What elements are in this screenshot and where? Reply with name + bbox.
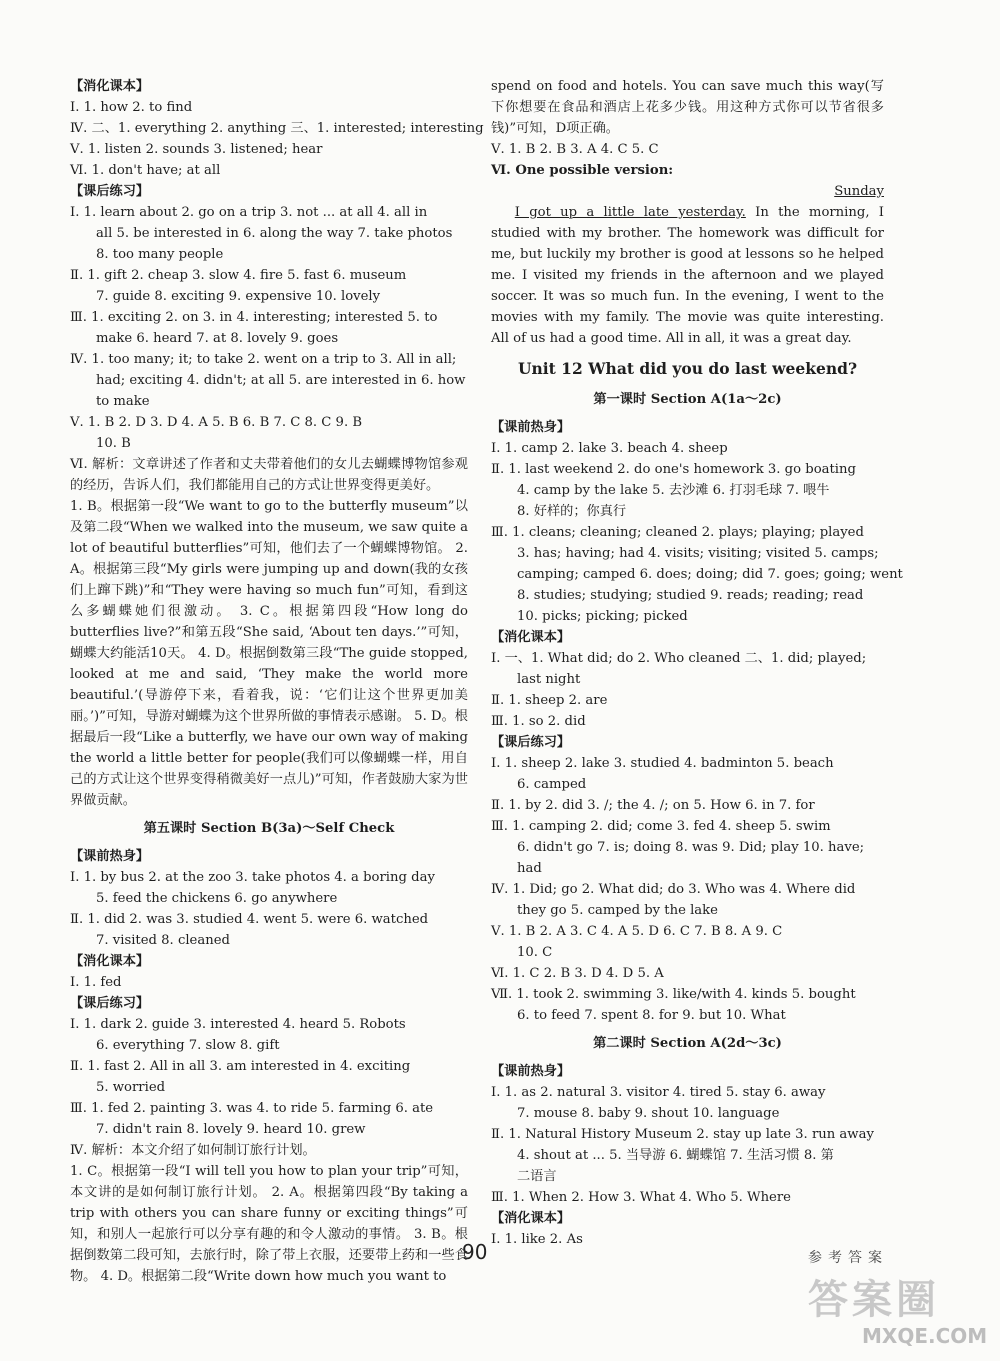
answer-line: last night	[517, 672, 581, 687]
page-number: 90	[462, 1240, 488, 1264]
essay-day: Sunday	[834, 184, 884, 199]
answer-line: Ⅵ. 1. don't have; at all	[70, 163, 221, 178]
answer-line: Ⅱ. 1. by 2. did 3. /; the 4. /; on 5. How 6. in 7. for	[491, 798, 815, 813]
answer-line: Ⅶ. 1. took 2. swimming 3. like/with 4. kinds 5. bought	[491, 987, 856, 1002]
answer-line: to make	[96, 394, 150, 409]
section-header: 【课后练习】	[70, 184, 150, 199]
answer-line: 6. camped	[517, 777, 587, 792]
answer-line: 7. guide 8. exciting 9. expensive 10. lovely	[96, 289, 381, 304]
answer-line: 8. too many people	[96, 247, 224, 262]
analysis-paragraph: 1. C。根据第一段“I will tell you how to plan your trip”可知，本文讲的是如何制订旅行计划。 2. A。根据第四段“By taking a trip with others you can share funny or exciting things”可知，和别人一起旅行可以分享有趣的和令人激动的事情。 3. B。根据倒数第二段可知，去旅行时，除了带上衣服，还要带上药和一些食物。 4. D。根据第二段“Write down how much you want to	[70, 1164, 468, 1284]
answer-line: Ⅴ. 1. B 2. A 3. C 4. A 5. D 6. C 7. B 8. A 9. C	[491, 924, 783, 939]
footer-label: 参考答案	[808, 1250, 888, 1266]
answer-line: Ⅴ. 1. B 2. B 3. A 4. C 5. C	[491, 142, 659, 157]
lesson-heading: 第一课时 Section A(1a～2c)	[593, 392, 782, 407]
answer-line: Ⅲ. 1. camping 2. did; come 3. fed 4. sheep 5. swim	[491, 819, 831, 834]
answer-line: Ⅲ. 1. exciting 2. on 3. in 4. interesting; interested 5. to	[70, 310, 438, 325]
section-header: 【消化课本】	[491, 630, 571, 645]
answer-line: 10. B	[96, 436, 131, 451]
lesson-heading: 第五课时 Section B(3a)～Self Check	[143, 821, 395, 836]
sample-essay	[491, 202, 884, 349]
answer-line: Ⅰ. 1. camp 2. lake 3. beach 4. sheep	[491, 441, 728, 456]
answer-line: Ⅱ. 1. last weekend 2. do one's homework 3. go boating	[491, 462, 856, 477]
answer-line: Ⅲ. 1. fed 2. painting 3. was 4. to ride 5. farming 6. ate	[70, 1101, 434, 1116]
answer-line: 10. picks; picking; picked	[517, 609, 688, 624]
answer-line: Ⅳ. 二、1. everything 2. anything 三、1. interested; interesting	[70, 121, 484, 136]
answer-line: Ⅲ. 1. cleans; cleaning; cleaned 2. plays; playing; played	[491, 525, 864, 540]
unit-heading: Unit 12 What did you do last weekend?	[517, 359, 858, 378]
right-column	[491, 76, 903, 1250]
watermark-text: 答案圈	[808, 1277, 940, 1323]
answer-line: 6. didn't go 7. is; doing 8. was 9. Did; play 10. have;	[517, 840, 865, 855]
answer-line: Ⅲ. 1. so 2. did	[491, 714, 586, 729]
answer-line: all 5. be interested in 6. along the way 7. take photos	[96, 226, 453, 241]
answer-line: they go 5. camped by the lake	[517, 903, 718, 918]
answer-line: 7. mouse 8. baby 9. shout 10. language	[517, 1106, 780, 1121]
answer-line: Ⅰ. 1. learn about 2. go on a trip 3. not ... at all 4. all in	[70, 205, 428, 220]
answer-line: had	[517, 861, 542, 876]
answer-line: Ⅳ. 解析：本文介绍了如何制订旅行计划。	[70, 1143, 316, 1158]
answer-line: Ⅱ. 1. sheep 2. are	[491, 693, 608, 708]
section-header: 【课前热身】	[70, 849, 150, 864]
analysis-paragraph: Ⅵ. 解析：文章讲述了作者和丈夫带着他们的女儿去蝴蝶博物馆参观的经历，告诉人们，我们都能用自己的方式让世界变得更美好。	[70, 457, 468, 493]
answer-line: Ⅰ. 1. like 2. As	[491, 1232, 583, 1247]
watermark-logo	[800, 1277, 988, 1355]
analysis-paragraph: 1. B。根据第一段“We want to go to the butterfly museum”以及第二段“When we walked into the museum, we saw quite a lot of beautiful butterflies”可知，他们去了一个蝴蝶博物馆。 2. A。根据第三段“My girls were jumping up and down(我的女孩们上蹿下跳)”和“They were having so much fun”可知，看到这么多蝴蝶她们很激动。 3. C。根据第四段“How long do butterflies live?”和第五段“She said, ‘About ten days.’”可知，蝴蝶大约能活10天。 4. D。根据倒数第三段“The guide stopped, looked at me and said, ‘They make the world more beautiful.’(导游停下来，看着我，说：‘它们让这个世界更加美丽。’)”可知，导游对蝴蝶为这个世界所做的事情表示感谢。 5. D。根据最后一段“Like a butterfly, we have our own way of making the world a little better for people(我们可以像蝴蝶一样，用自己的方式让这个世界变得稍微美好一点儿)”可知，作者鼓励大家为世界做贡献。	[70, 499, 468, 808]
answer-line: camping; camped 6. does; doing; did 7. goes; going; went	[517, 567, 903, 582]
answer-line: had; exciting 4. didn't; at all 5. are interested in 6. how	[96, 373, 466, 388]
answer-line: 7. visited 8. cleaned	[96, 933, 230, 948]
answer-line: 8. studies; studying; studied 9. reads; reading; read	[517, 588, 864, 603]
answer-line: 5. feed the chickens 6. go anywhere	[96, 891, 338, 906]
watermark-url: MXQE.COM	[862, 1324, 988, 1348]
essay-body: In the morning, I studied with my brother. The homework was difficult for me, but luckily my brother is good at lessons so he helped me. I visited my friends in the afternoon and we played soccer. It was so much fun. In the evening, I went to the movies with my family. The movie was quite interesting. All of us had a good time. All in all, it was a great day.	[491, 205, 884, 346]
answer-line: 5. worried	[96, 1080, 166, 1095]
answer-line: 3. has; having; had 4. visits; visiting; visited 5. camps;	[517, 546, 879, 561]
answer-line: Ⅳ. 1. too many; it; to take 2. went on a trip to 3. All in all;	[70, 352, 457, 367]
section-header: 【课后练习】	[491, 735, 571, 750]
answer-line: Ⅱ. 1. did 2. was 3. studied 4. went 5. were 6. watched	[70, 912, 429, 927]
answer-line: 二语言	[517, 1169, 557, 1184]
answer-line: Ⅰ. 1. fed	[70, 975, 122, 990]
answer-line: Ⅵ. 1. C 2. B 3. D 4. D 5. A	[491, 966, 664, 981]
essay-first-sentence: I got up a little late yesterday.	[514, 205, 746, 220]
answer-line: 4. shout at ... 5. 当导游 6. 蝴蝶馆 7. 生活习惯 8. 第	[517, 1148, 834, 1163]
answer-line: 7. didn't rain 8. lovely 9. heard 10. grew	[96, 1122, 366, 1137]
section-header: 【消化课本】	[491, 1211, 571, 1226]
answer-line: 8. 好样的；你真行	[517, 504, 627, 519]
answer-line: Ⅰ. 1. dark 2. guide 3. interested 4. heard 5. Robots	[70, 1017, 406, 1032]
lesson-heading: 第二课时 Section A(2d～3c)	[593, 1036, 782, 1051]
answer-line: Ⅱ. 1. Natural History Museum 2. stay up late 3. run away	[491, 1127, 874, 1142]
answer-line: Ⅰ. 1. how 2. to find	[70, 100, 193, 115]
answer-line: 10. C	[517, 945, 553, 960]
analysis-paragraph: spend on food and hotels. You can save much this way(写下你想要在食品和酒店上花多少钱。用这种方式你可以节省很多钱)”可知，D项正确。	[491, 79, 884, 136]
answer-line: Ⅴ. 1. B 2. D 3. D 4. A 5. B 6. B 7. C 8. C 9. B	[70, 415, 363, 430]
section-header: 【课前热身】	[491, 420, 571, 435]
answer-line: 4. camp by the lake 5. 去沙滩 6. 打羽毛球 7. 喂牛	[517, 483, 830, 498]
answer-line: Ⅱ. 1. fast 2. All in all 3. am interested in 4. exciting	[70, 1059, 411, 1074]
section-header: 【课前热身】	[491, 1064, 571, 1079]
section-header: 【消化课本】	[70, 79, 150, 94]
answer-line: Ⅰ. 1. sheep 2. lake 3. studied 4. badminton 5. beach	[491, 756, 834, 771]
answer-line: Ⅰ. 1. as 2. natural 3. visitor 4. tired 5. stay 6. away	[491, 1085, 826, 1100]
answer-line: Ⅵ. One possible version:	[491, 163, 674, 178]
answer-line: Ⅱ. 1. gift 2. cheap 3. slow 4. fire 5. fast 6. museum	[70, 268, 407, 283]
answer-line: 6. everything 7. slow 8. gift	[96, 1038, 280, 1053]
answer-line: Ⅰ. 1. by bus 2. at the zoo 3. take photos 4. a boring day	[70, 870, 435, 885]
answer-line: Ⅰ. 一、1. What did; do 2. Who cleaned 二、1. did; played;	[491, 651, 867, 666]
answer-line: 6. to feed 7. spent 8. for 9. but 10. What	[517, 1008, 786, 1023]
section-header: 【课后练习】	[70, 996, 150, 1011]
answer-line: Ⅲ. 1. When 2. How 3. What 4. Who 5. Where	[491, 1190, 791, 1205]
section-header: 【消化课本】	[70, 954, 150, 969]
answer-line: Ⅳ. 1. Did; go 2. What did; do 3. Who was 4. Where did	[491, 882, 856, 897]
answer-line: make 6. heard 7. at 8. lovely 9. goes	[96, 331, 339, 346]
answer-line: Ⅴ. 1. listen 2. sounds 3. listened; hear	[70, 142, 323, 157]
